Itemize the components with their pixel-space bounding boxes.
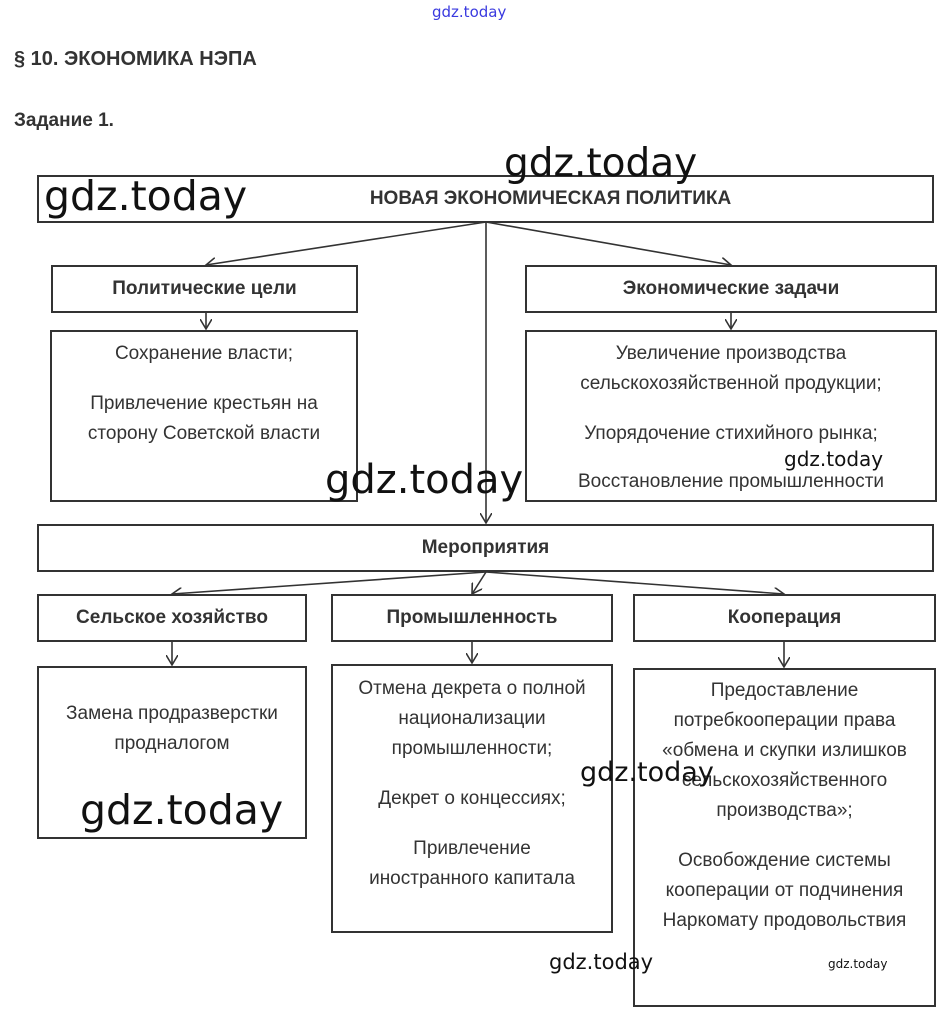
watermark: gdz.today [549,950,654,974]
arrow-measures-industry [472,572,486,594]
economic-tasks-header [525,265,937,313]
economic-item: Восстановление промышленности [577,471,885,492]
agriculture-title: Сельское хозяйство [76,607,268,628]
political-item: Привлечение крестьян на сторону Советской власти [87,393,321,444]
political-goals-header [51,265,358,313]
watermark: gdz.today [44,172,248,220]
industry-content [331,664,613,933]
political-goals-content [50,330,358,502]
arrow-measures-cooperation [486,572,784,594]
cooperation-item: Предоставление потребкооперации права «обмена и скупки излишков сельскохозяйственного производства»; [662,680,907,821]
arrow-root-economic [486,222,731,265]
measures-box [37,524,934,572]
page-title: § 10. ЭКОНОМИКА НЭПА [14,48,257,70]
watermark: gdz.today [504,141,698,186]
watermark: gdz.today [80,786,284,834]
agriculture-header [37,594,307,642]
economic-tasks-title: Экономические задачи [622,278,840,299]
arrow-measures-agriculture [172,572,486,594]
industry-item: Привлечение иностранного капитала [369,838,575,889]
root-label: НОВАЯ ЭКОНОМИЧЕСКАЯ ПОЛИТИКА [369,188,732,209]
economic-tasks-content [525,330,937,502]
economic-item: Упорядочение стихийного рынка; [584,423,878,444]
task-label: Задание 1. [14,110,114,131]
watermark-top: gdz.today [432,3,507,21]
economic-item: Увеличение производства сельскохозяйственной продукции; [580,343,882,394]
political-goals-title: Политические цели [112,278,297,299]
political-item: Сохранение власти; [114,343,294,364]
industry-item: Отмена декрета о полной национализации промышленности; [358,678,586,759]
watermark: gdz.today [580,757,714,788]
cooperation-content [633,668,936,1007]
industry-header [331,594,613,642]
industry-item: Декрет о концессиях; [378,788,566,809]
cooperation-item: Освобождение системы кооперации от подчинения Наркомату продовольствия [662,850,907,931]
cooperation-title: Кооперация [727,607,842,628]
arrow-root-political [206,222,486,265]
watermark: gdz.today [784,447,884,471]
watermark: gdz.today [325,457,524,503]
agriculture-item: Замена продразверстки продналогом [66,703,278,754]
cooperation-header [633,594,936,642]
watermark: gdz.today [828,957,888,971]
industry-title: Промышленность [386,607,558,628]
measures-title: Мероприятия [421,537,550,558]
